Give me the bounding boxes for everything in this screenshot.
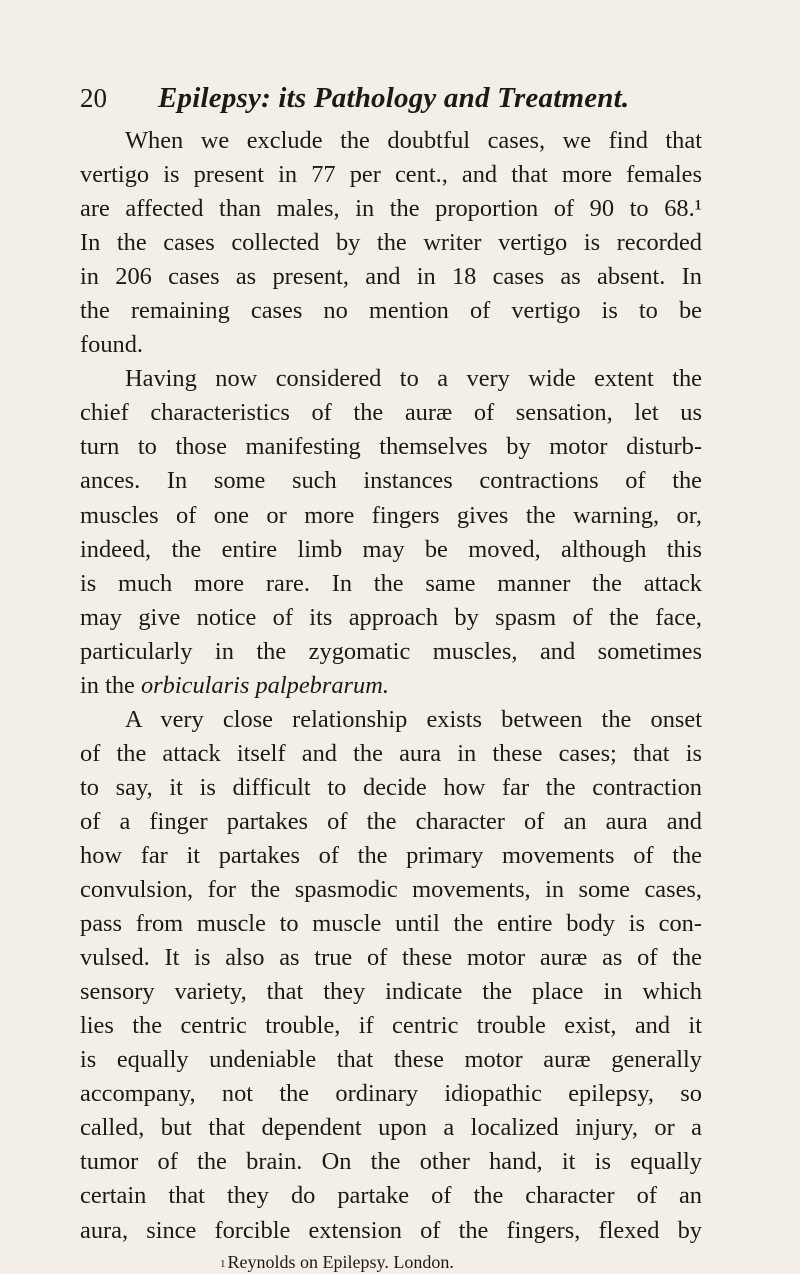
running-head	[80, 78, 702, 118]
text-line: sensory variety, that they indicate the place in which	[80, 978, 702, 1006]
text-line: called, but that dependent upon a localized injury, or a	[80, 1114, 702, 1142]
text-line: is equally undeniable that these motor auræ generally	[80, 1046, 702, 1074]
text-line: accompany, not the ordinary idiopathic epilepsy, so	[80, 1080, 702, 1108]
text-line: chief characteristics of the auræ of sensation, let us	[80, 399, 702, 427]
footnote	[80, 1250, 702, 1274]
text-line: may give notice of its approach by spasm of the face,	[80, 603, 702, 631]
text-line: vertigo is present in 77 per cent., and that more females	[80, 161, 702, 189]
text-line: certain that they do partake of the character of an	[80, 1182, 702, 1210]
text-line-start: in the	[80, 671, 141, 699]
text-line: muscles of one or more fingers gives the warning, or,	[80, 501, 702, 529]
text-line: aura, since forcible extension of the fingers, flexed by	[80, 1216, 702, 1244]
text-line: pass from muscle to muscle until the entire body is con-	[80, 910, 702, 938]
text-line: of a finger partakes of the character of an aura and	[80, 807, 702, 835]
text-line-with-italic	[80, 669, 702, 703]
book-page	[80, 78, 702, 1274]
footnote-text: Reynolds on Epilepsy. London.	[227, 1251, 454, 1272]
text-line: When we exclude the doubtful cases, we find that	[125, 127, 702, 154]
text-line: of the attack itself and the aura in these cases; that is	[80, 739, 702, 767]
text-line: are affected than males, in the proportion of 90 to 68.¹	[80, 195, 702, 223]
text-line: lies the centric trouble, if centric trouble exist, and it	[80, 1012, 702, 1040]
text-line: indeed, the entire limb may be moved, although this	[80, 535, 702, 563]
italic-phrase: orbicularis palpebrarum.	[140, 671, 389, 699]
page-number: 20	[80, 83, 107, 113]
text-line: in 206 cases as present, and in 18 cases as absent. In	[80, 263, 702, 291]
text-line: Having now considered to a very wide extent the	[125, 365, 702, 393]
text-line: In the cases collected by the writer vertigo is recorded	[80, 229, 702, 257]
text-line: tumor of the brain. On the other hand, it is equally	[80, 1148, 702, 1176]
text-line: particularly in the zygomatic muscles, and sometimes	[80, 637, 702, 665]
text-line: found.	[80, 331, 144, 359]
text-line: vulsed. It is also as true of these motor auræ as of the	[80, 944, 702, 972]
text-line: is much more rare. In the same manner the attack	[80, 569, 702, 597]
text-line: to say, it is difficult to decide how far the contraction	[80, 773, 702, 801]
text-line: turn to those manifesting themselves by motor disturb-	[80, 433, 702, 461]
text-line: how far it partakes of the primary movements of the	[80, 841, 702, 869]
text-line: convulsion, for the spasmodic movements, in some cases,	[80, 876, 702, 904]
running-title: Epilepsy: its Pathology and Treatment.	[158, 82, 630, 114]
footnote-mark: 1	[220, 1257, 226, 1270]
body-text	[80, 124, 702, 1248]
text-line: ances. In some such instances contractions of the	[80, 467, 702, 495]
text-line: the remaining cases no mention of vertigo is to be	[80, 297, 702, 325]
text-line: A very close relationship exists between the onset	[125, 705, 702, 733]
